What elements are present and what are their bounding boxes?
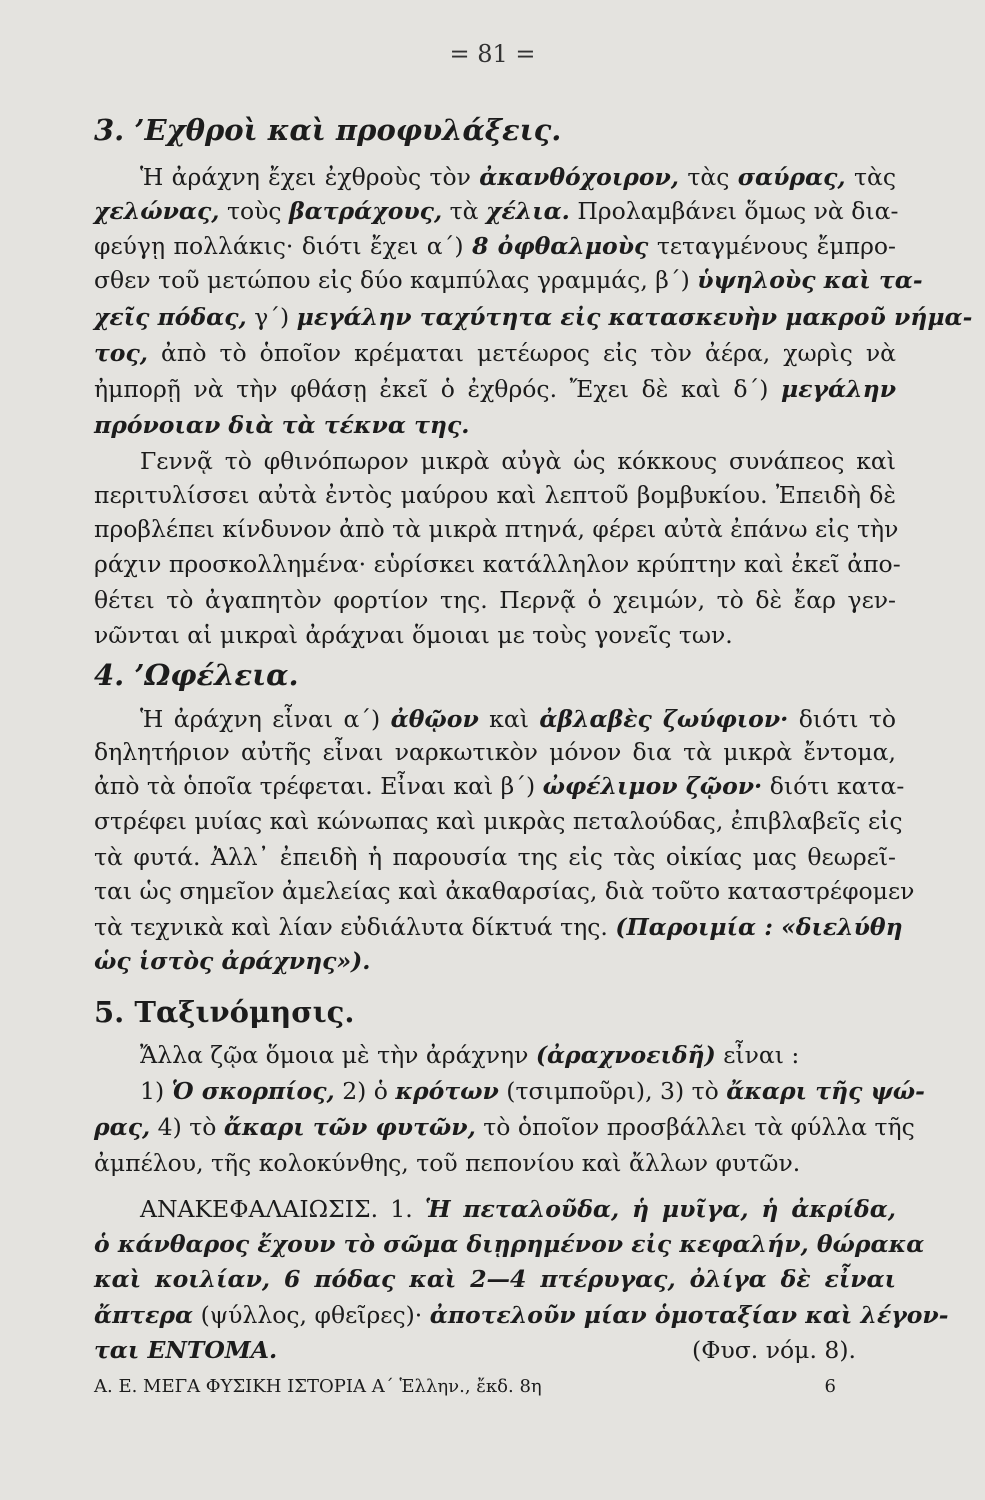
text-line: δηλητήριον αὐτῆς εἶναι ναρκωτικὸν μόνον δια τὰ μικρὰ ἔντομα, <box>94 738 896 766</box>
text-line: στρέφει μυίας καὶ κώνωπας καὶ μικρὰς πεταλούδας, ἐπιβλαβεῖς εἰς <box>94 807 903 835</box>
text-line: πρόνοιαν διὰ τὰ τέκνα της. <box>94 411 470 439</box>
text-line: καὶ κοιλίαν, 6 πόδας καὶ 2—4 πτέρυγας, ὀλίγα δὲ εἶναι <box>94 1265 896 1293</box>
text-line: ὡς ἱστὸς ἀράχνης»). <box>94 947 371 975</box>
text-line: Ἡ ἀράχνη εἶναι α΄) ἀθῷον καὶ ἀβλαβὲς ζωύφιον· διότι τὸ <box>140 705 896 733</box>
text-line: Ἄλλα ζῷα ὅμοια μὲ τὴν ἀράχνην (ἀραχνοειδῆ) εἶναι : <box>140 1041 800 1069</box>
text-line: ΑΝΑΚΕΦΑΛΑΙΩΣΙΣ. 1. Ἡ πεταλοῦδα, ἡ μυῖγα, ἡ ἀκρίδα, <box>140 1195 896 1223</box>
text-line: ἀμπέλου, τῆς κολοκύνθης, τοῦ πεπονίου καὶ ἄλλων φυτῶν. <box>94 1149 801 1177</box>
text-line: Ἡ ἀράχνη ἔχει ἐχθροὺς τὸν ἀκανθόχοιρον, τὰς σαύρας, τὰς <box>140 163 896 191</box>
text-line: ται ὡς σημεῖον ἀμελείας καὶ ἀκαθαρσίας, διὰ τοῦτο καταστρέφομεν <box>94 877 915 905</box>
text-line: χελώνας, τοὺς βατράχους, τὰ χέλια. Προλαμβάνει ὅμως νὰ δια- <box>94 197 899 225</box>
text-line: ρας, 4) τὸ ἄκαρι τῶν φυτῶν, τὸ ὁποῖον προσβάλλει τὰ φύλλα τῆς <box>94 1113 915 1141</box>
section-3-heading: 3. ’Εχθροὶ καὶ προφυλάξεις. <box>94 113 562 147</box>
text-line: σθεν τοῦ μετώπου εἰς δύο καμπύλας γραμμάς, β΄) ὑψηλοὺς καὶ τα- <box>94 266 923 294</box>
text-line: ἠμπορῇ νὰ τὴν φθάσῃ ἐκεῖ ὁ ἐχθρός. Ἔχει δὲ καὶ δ΄) μεγάλην <box>94 375 896 403</box>
signature-number: 6 <box>824 1376 836 1397</box>
footer-text: Α. Ε. ΜΕΓΑ ΦΥΣΙΚΗ ΙΣΤΟΡΙΑ Α΄ Ἑλλην., ἔκδ. 8η <box>94 1376 542 1397</box>
text-line: ἀπὸ τὰ ὁποῖα τρέφεται. Εἶναι καὶ β΄) ὠφέλιμον ζῷον· διότι κατα- <box>94 772 905 800</box>
section-5-heading: 5. Ταξινόμησις. <box>94 995 355 1029</box>
text-line: θέτει τὸ ἀγαπητὸν φορτίον της. Περνᾷ ὁ χειμών, τὸ δὲ ἔαρ γεν- <box>94 586 896 614</box>
text-line: 1) Ὁ σκορπίος, 2) ὁ κρότων (τσιμποῦρι), 3) τὸ ἄκαρι τῆς ψώ- <box>140 1077 925 1105</box>
text-line: τὰ τεχνικὰ καὶ λίαν εὐδιάλυτα δίκτυά της. (Παροιμία : «διελύθη <box>94 913 903 941</box>
text-line: ράχιν προσκολλημένα· εὑρίσκει κατάλληλον κρύπτην καὶ ἐκεῖ ἀπο- <box>94 550 901 578</box>
text-line: περιτυλίσσει αὐτὰ ἐντὸς μαύρου καὶ λεπτοῦ βομβυκίου. Ἐπειδὴ δὲ <box>94 481 896 509</box>
text-line: ὁ κάνθαρος ἔχουν τὸ σῶμα διῃρημένον εἰς κεφαλήν, θώρακα <box>94 1230 925 1258</box>
text-line: φεύγῃ πολλάκις· διότι ἔχει α΄) 8 ὀφθαλμοὺς τεταγμένους ἔμπρο- <box>94 232 896 260</box>
page-number: = 81 = <box>449 40 536 68</box>
section-4-heading: 4. ’Ωφέλεια. <box>94 658 299 692</box>
text-line: τὰ φυτά. Ἀλλ᾽ ἐπειδὴ ἡ παρουσία της εἰς τὰς οἰκίας μας θεωρεῖ- <box>94 843 896 871</box>
text-line: τος, ἀπὸ τὸ ὁποῖον κρέμαται μετέωρος εἰς τὸν ἀέρα, χωρὶς νὰ <box>94 339 896 367</box>
text-line: χεῖς πόδας, γ΄) μεγάλην ταχύτητα εἰς κατασκευὴν μακροῦ νήμα- <box>94 303 973 331</box>
text-line: ται ΕΝΤΟΜΑ. (Φυσ. νόμ. 8). <box>94 1336 856 1364</box>
text-line: Γεννᾷ τὸ φθινόπωρον μικρὰ αὐγὰ ὡς κόκκους συνάπεος καὶ <box>140 447 896 475</box>
text-line: προβλέπει κίνδυνον ἀπὸ τὰ μικρὰ πτηνά, φέρει αὐτὰ ἐπάνω εἰς τὴν <box>94 515 899 543</box>
text-line: ἄπτερα (ψύλλος, φθεῖρες)· ἀποτελοῦν μίαν ὁμοταξίαν καὶ λέγον- <box>94 1301 949 1329</box>
footer-signature-line <box>94 1375 896 1399</box>
text-line: νῶνται αἱ μικραὶ ἀράχναι ὅμοιαι με τοὺς γονεῖς των. <box>94 621 733 649</box>
